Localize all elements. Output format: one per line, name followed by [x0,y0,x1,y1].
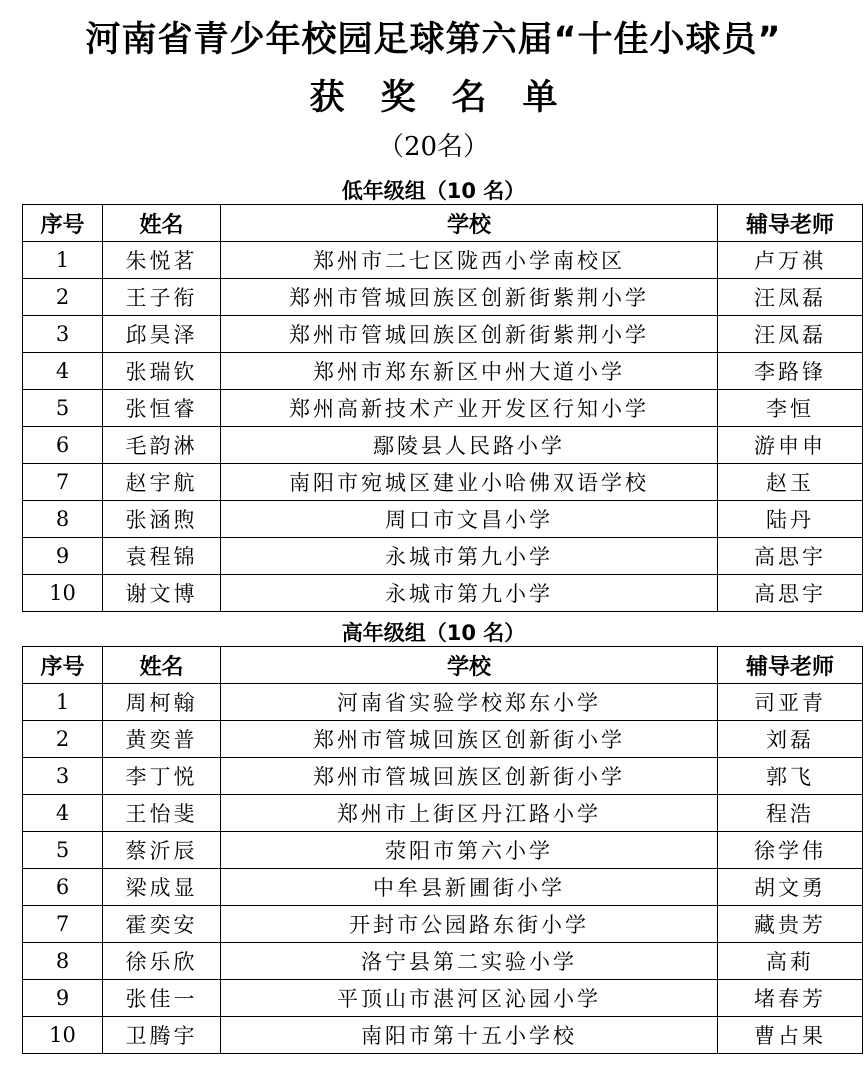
header-name: 姓名 [103,205,221,242]
school-cell: 南阳市第十五小学校 [221,1017,718,1054]
table-header-row [23,647,863,684]
index-cell: 10 [23,575,103,612]
table-row [23,501,863,538]
name-cell: 毛韵淋 [103,427,221,464]
school-cell: 郑州市上街区丹江路小学 [221,795,718,832]
school-cell: 开封市公园路东街小学 [221,906,718,943]
table-row [23,242,863,279]
index-cell: 7 [23,464,103,501]
table-row [23,316,863,353]
index-cell: 1 [23,242,103,279]
table-row [23,427,863,464]
index-cell: 5 [23,390,103,427]
table-row [23,538,863,575]
school-cell: 郑州市管城回族区创新街小学 [221,721,718,758]
table-row [23,1017,863,1054]
table-header-row [23,205,863,242]
index-cell: 2 [23,279,103,316]
name-cell: 谢文博 [103,575,221,612]
table-row [23,279,863,316]
school-cell: 永城市第九小学 [221,538,718,575]
index-cell: 4 [23,795,103,832]
header-teacher: 辅导老师 [718,647,863,684]
school-cell: 郑州市二七区陇西小学南校区 [221,242,718,279]
index-cell: 9 [23,538,103,575]
school-cell: 平顶山市湛河区沁园小学 [221,980,718,1017]
index-cell: 8 [23,943,103,980]
school-cell: 永城市第九小学 [221,575,718,612]
name-cell: 张佳一 [103,980,221,1017]
table-row [23,721,863,758]
school-cell: 郑州市郑东新区中州大道小学 [221,353,718,390]
index-cell: 3 [23,758,103,795]
teacher-cell: 司亚青 [718,684,863,721]
table-row [23,832,863,869]
index-cell: 7 [23,906,103,943]
school-cell: 郑州高新技术产业开发区行知小学 [221,390,718,427]
teacher-cell: 曹占果 [718,1017,863,1054]
index-cell: 4 [23,353,103,390]
teacher-cell: 高莉 [718,943,863,980]
table-row [23,943,863,980]
table-row [23,758,863,795]
teacher-cell: 汪凤磊 [718,316,863,353]
school-cell: 中牟县新圃街小学 [221,869,718,906]
index-cell: 5 [23,832,103,869]
school-cell: 洛宁县第二实验小学 [221,943,718,980]
school-cell: 郑州市管城回族区创新街小学 [221,758,718,795]
index-cell: 10 [23,1017,103,1054]
name-cell: 袁程锦 [103,538,221,575]
name-cell: 张恒睿 [103,390,221,427]
name-cell: 朱悦茗 [103,242,221,279]
header-school: 学校 [221,647,718,684]
section-title-lower-grade: 低年级组（10 名） [341,179,526,203]
name-cell: 王怡斐 [103,795,221,832]
table-row [23,684,863,721]
index-cell: 8 [23,501,103,538]
teacher-cell: 高思宇 [718,575,863,612]
school-cell: 荥阳市第六小学 [221,832,718,869]
name-cell: 邱昊泽 [103,316,221,353]
teacher-cell: 汪凤磊 [718,279,863,316]
name-cell: 周柯翰 [103,684,221,721]
name-cell: 霍奕安 [103,906,221,943]
name-cell: 王子衔 [103,279,221,316]
school-cell: 河南省实验学校郑东小学 [221,684,718,721]
school-cell: 郑州市管城回族区创新街紫荆小学 [221,279,718,316]
name-cell: 赵宇航 [103,464,221,501]
index-cell: 9 [23,980,103,1017]
teacher-cell: 程浩 [718,795,863,832]
award-count: （20名） [377,132,490,162]
teacher-cell: 卢万祺 [718,242,863,279]
table-row [23,795,863,832]
name-cell: 蔡沂辰 [103,832,221,869]
name-cell: 卫腾宇 [103,1017,221,1054]
table-row [23,869,863,906]
index-cell: 2 [23,721,103,758]
name-cell: 徐乐欣 [103,943,221,980]
name-cell: 张涵煦 [103,501,221,538]
teacher-cell: 郭飞 [718,758,863,795]
school-cell: 南阳市宛城区建业小哈佛双语学校 [221,464,718,501]
teacher-cell: 李恒 [718,390,863,427]
school-cell: 郑州市管城回族区创新街紫荆小学 [221,316,718,353]
name-cell: 张瑞钦 [103,353,221,390]
index-cell: 6 [23,869,103,906]
school-cell: 鄢陵县人民路小学 [221,427,718,464]
table-row [23,980,863,1017]
section-title-upper-grade: 高年级组（10 名） [341,621,526,645]
table-row [23,390,863,427]
header-school: 学校 [221,205,718,242]
teacher-cell: 陆丹 [718,501,863,538]
table-row [23,575,863,612]
document-subtitle: 获奖名单 [309,78,594,118]
teacher-cell: 游申申 [718,427,863,464]
upper-grade-table [22,646,863,1054]
header-index: 序号 [23,647,103,684]
header-index: 序号 [23,205,103,242]
index-cell: 1 [23,684,103,721]
school-cell: 周口市文昌小学 [221,501,718,538]
teacher-cell: 堵春芳 [718,980,863,1017]
table-row [23,906,863,943]
teacher-cell: 李路锋 [718,353,863,390]
table-row [23,464,863,501]
teacher-cell: 高思宇 [718,538,863,575]
header-name: 姓名 [103,647,221,684]
name-cell: 李丁悦 [103,758,221,795]
teacher-cell: 赵玉 [718,464,863,501]
index-cell: 6 [23,427,103,464]
teacher-cell: 刘磊 [718,721,863,758]
name-cell: 黄奕普 [103,721,221,758]
lower-grade-table [22,204,863,612]
table-row [23,353,863,390]
teacher-cell: 胡文勇 [718,869,863,906]
index-cell: 3 [23,316,103,353]
teacher-cell: 徐学伟 [718,832,863,869]
document-title: 河南省青少年校园足球第六届“十佳小球员” [85,20,782,60]
name-cell: 梁成显 [103,869,221,906]
header-teacher: 辅导老师 [718,205,863,242]
teacher-cell: 藏贵芳 [718,906,863,943]
